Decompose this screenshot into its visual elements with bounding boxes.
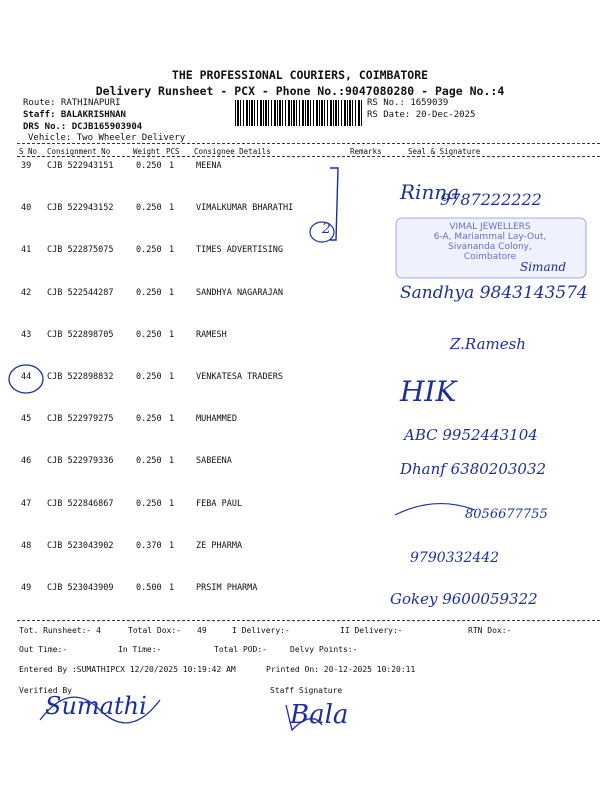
cell-weight: 0.250 <box>136 245 162 256</box>
total-pod: Total POD:- <box>214 645 267 654</box>
cell-sno: 42 <box>21 287 32 298</box>
cell-cons: CJB 522875075 <box>47 245 114 256</box>
remarks-mark-2: 2 <box>322 221 331 237</box>
staff-name: Staff: BALAKRISHNAN <box>23 110 126 120</box>
cell-pcs: 1 <box>169 498 175 509</box>
ii-delivery: II Delivery:- <box>340 626 403 635</box>
i-delivery: I Delivery:- <box>232 626 290 635</box>
cell-name: MEENA <box>196 161 222 171</box>
cell-sno: 45 <box>21 414 32 425</box>
cell-pcs: 1 <box>169 161 175 171</box>
printed-on: Printed On: 20-12-2025 10:20:11 <box>266 665 416 674</box>
tot-runsheet: Tot. Runsheet:- 4 <box>19 626 101 635</box>
rtn-dox: RTN Dox:- <box>468 626 512 635</box>
cell-weight: 0.250 <box>136 329 162 340</box>
entered-by: Entered By :SUMATHIPCX 12/20/2025 10:19:42 AM <box>19 665 236 674</box>
cell-sno: 49 <box>21 583 32 593</box>
cell-pcs: 1 <box>169 583 175 593</box>
stamp-line-1: VIMAL JEWELLERS <box>449 222 531 232</box>
sig-47: 8056677755 <box>465 507 548 522</box>
cell-weight: 0.250 <box>136 161 162 171</box>
total-dox-value: 49 <box>197 626 207 635</box>
cell-name: SABEENA <box>196 456 232 467</box>
sig-47-stroke <box>395 504 475 515</box>
runsheet-title: Delivery Runsheet - PCX - Phone No.:9047080280 - Page No.:4 <box>95 84 505 98</box>
cell-weight: 0.370 <box>136 540 162 551</box>
rs-number: RS No.: 1659039 <box>367 98 449 108</box>
cell-pcs: 1 <box>169 372 175 382</box>
cell-name: VIMALKUMAR BHARATHI <box>196 203 294 214</box>
cell-cons: CJB 522979336 <box>47 456 114 467</box>
sig-41: Simand <box>520 260 567 274</box>
cell-cons: CJB 522898705 <box>47 329 114 340</box>
vehicle: Vehicle: Two Wheeler Delivery <box>28 133 186 143</box>
cell-sno: 40 <box>21 203 32 214</box>
sig-46: Dhanf 6380203032 <box>400 460 547 478</box>
sig-39: Rinna <box>400 180 460 204</box>
cell-name: FEBA PAUL <box>196 498 243 509</box>
stamp-line-4: Coimbatore <box>463 252 517 262</box>
delvy-points: Delvy Points:- <box>290 645 358 654</box>
sig-43: Z.Ramesh <box>450 335 526 353</box>
cell-pcs: 1 <box>169 329 175 340</box>
cell-name: VENKATESA TRADERS <box>196 372 283 382</box>
stamp-line-3: Sivananda Colony, <box>448 242 532 252</box>
cell-weight: 0.500 <box>136 583 162 593</box>
rs-date: RS Date: 20-Dec-2025 <box>367 110 476 120</box>
col-seal: Seal & Signature <box>408 147 481 156</box>
cell-cons: CJB 522979275 <box>47 414 114 425</box>
cell-weight: 0.250 <box>136 287 162 298</box>
cell-cons: CJB 523043909 <box>47 583 114 593</box>
cell-name: SANDHYA NAGARAJAN <box>196 287 283 298</box>
cell-weight: 0.250 <box>136 414 162 425</box>
out-time: Out Time:- <box>19 645 68 654</box>
stamp-line-2: 6-A, Mariammal Lay-Out, <box>433 232 547 242</box>
drs-number: DRS No.: DCJB165903904 <box>23 122 143 132</box>
col-remarks: Remarks <box>350 147 382 156</box>
cell-pcs: 1 <box>169 414 175 425</box>
cell-cons: CJB 522898832 <box>47 372 114 382</box>
cell-sno: 41 <box>21 245 32 256</box>
sig-44: HIK <box>400 375 457 408</box>
cell-cons: CJB 522943152 <box>47 203 114 214</box>
staff-signature-label: Staff Signature <box>270 686 343 695</box>
sno-44-circle-mark <box>9 365 43 393</box>
cell-sno: 48 <box>21 540 32 551</box>
verified-by-label: Verified By <box>19 686 72 695</box>
cell-name: ZE PHARMA <box>196 540 243 551</box>
sig-49: Gokey 9600059322 <box>390 590 538 608</box>
route: Route: RATHINAPURI <box>23 98 121 108</box>
cell-pcs: 1 <box>169 287 175 298</box>
cell-weight: 0.250 <box>136 498 162 509</box>
cell-weight: 0.250 <box>136 372 162 382</box>
cell-pcs: 1 <box>169 245 175 256</box>
cell-cons: CJB 522846867 <box>47 498 114 509</box>
sig-45: ABC 9952443104 <box>404 426 538 444</box>
company-title: THE PROFESSIONAL COURIERS, COIMBATORE <box>171 68 429 82</box>
verified-signature: Sumathi <box>45 692 147 720</box>
in-time: In Time:- <box>118 645 162 654</box>
cell-pcs: 1 <box>169 540 175 551</box>
cell-cons: CJB 523043902 <box>47 540 114 551</box>
stamp-text <box>405 222 575 262</box>
cell-name: TIMES ADVERTISING <box>196 245 283 256</box>
footer-rule <box>17 620 600 621</box>
col-consignment: Consignment No <box>47 147 111 156</box>
sig-48: 9790332442 <box>410 550 500 566</box>
cell-weight: 0.250 <box>136 203 162 214</box>
cell-sno: 43 <box>21 329 32 340</box>
cell-sno: 46 <box>21 456 32 467</box>
cell-sno: 39 <box>21 161 32 171</box>
col-consignee: Consignee Details <box>194 147 271 156</box>
cell-name: MUHAMMED <box>196 414 237 425</box>
cell-pcs: 1 <box>169 203 175 214</box>
col-sno: S No <box>19 147 38 156</box>
col-pcs: PCS <box>166 147 180 156</box>
cell-name: PRSIM PHARMA <box>196 583 258 593</box>
cell-cons: CJB 522943151 <box>47 161 114 171</box>
cell-sno: 47 <box>21 498 32 509</box>
cell-pcs: 1 <box>169 456 175 467</box>
col-weight: Weight <box>133 147 161 156</box>
cell-weight: 0.250 <box>136 456 162 467</box>
cell-cons: CJB 522544287 <box>47 287 114 298</box>
sig-42: Sandhya 9843143574 <box>400 283 588 303</box>
cell-sno: 44 <box>21 372 32 382</box>
total-dox-label: Total Dox:- <box>128 626 181 635</box>
staff-signature: Bala <box>290 700 349 730</box>
sig-40-number: 9787222222 <box>440 190 542 209</box>
cell-name: RAMESH <box>196 329 227 340</box>
